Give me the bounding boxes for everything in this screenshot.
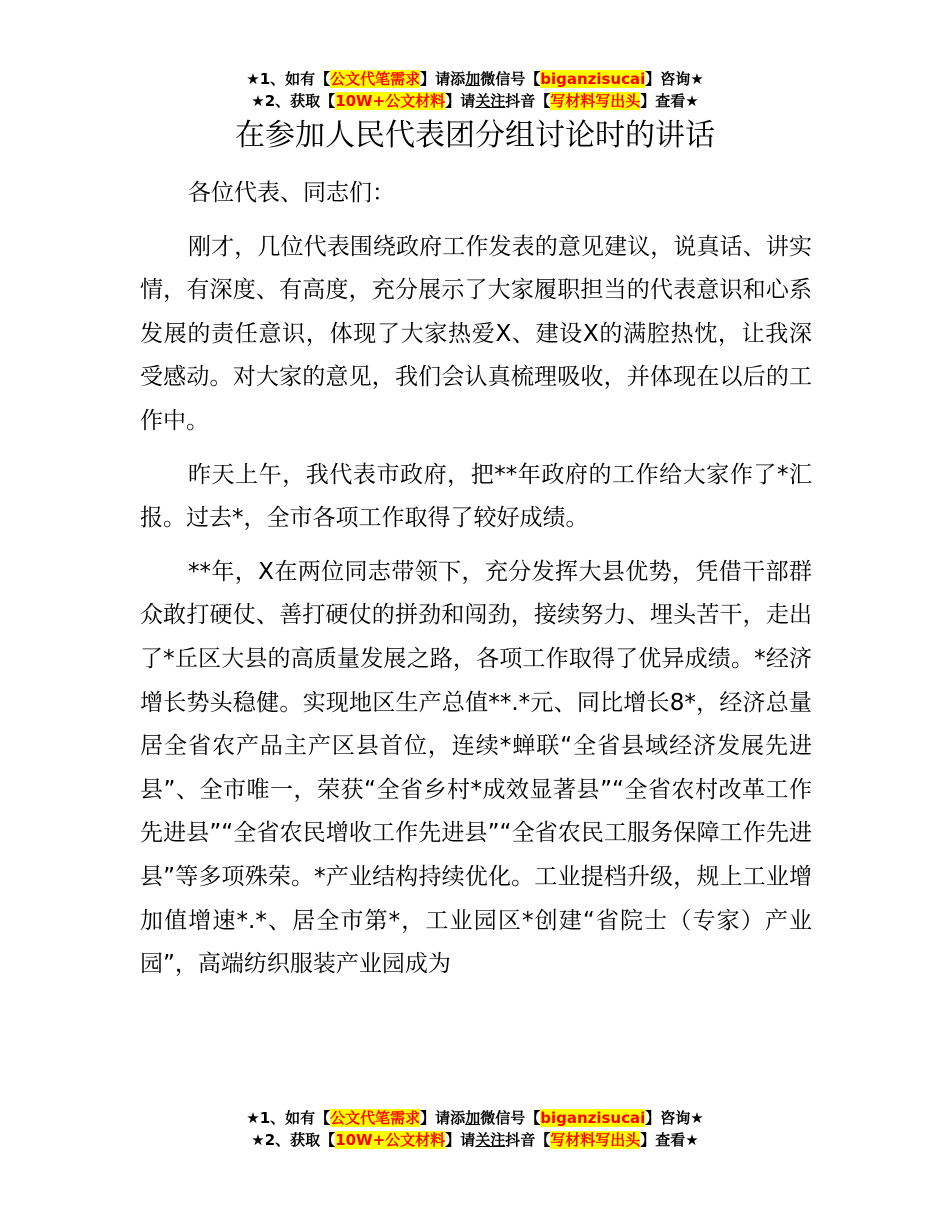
banner-highlight: biganzisucai — [540, 1109, 646, 1127]
document-body — [140, 172, 812, 997]
banner-underlined-text: 加 — [465, 70, 481, 88]
footer-banner — [0, 1107, 950, 1151]
paragraph: 昨天上午，我代表市政府，把**年政府的工作给大家作了*汇报。过去*，全市各项工作取得了较好成绩。 — [140, 461, 812, 532]
banner-text: 】请添 — [420, 70, 466, 88]
banner-highlight: 公文代笔需求 — [330, 70, 421, 88]
banner-text: ★1、如有【 — [246, 70, 331, 88]
banner-line-2 — [0, 1129, 950, 1151]
banner-text: 微信号【 — [480, 70, 541, 88]
banner-highlight: 写材料写出头 — [550, 92, 641, 110]
banner-text: 微信号【 — [480, 1109, 541, 1127]
banner-underlined-text: 关注 — [475, 92, 506, 110]
banner-text: 】查看★ — [640, 92, 699, 110]
banner-text: 抖音【 — [505, 92, 551, 110]
banner-text: 】查看★ — [640, 1131, 699, 1149]
banner-highlight: 写材料写出头 — [550, 1131, 641, 1149]
banner-highlight: 公文代笔需求 — [330, 1109, 421, 1127]
banner-line-1 — [0, 1107, 950, 1129]
banner-text: 】咨询★ — [645, 1109, 704, 1127]
banner-highlight: 10W+公文材料 — [335, 92, 446, 110]
document-title: 在参加人民代表团分组讨论时的讲话 — [235, 118, 715, 153]
banner-text: 】请添 — [420, 1109, 466, 1127]
paragraph: 刚才，几位代表围绕政府工作发表的意见建议，说真话、讲实情，有深度、有高度，充分展示了大家履职担当的代表意识和心系发展的责任意识，体现了大家热爱X、建设X的满腔热忱，让我深受感动。对大家的意见，我们会认真梳理吸收，并体现在以后的工作中。 — [140, 233, 812, 434]
banner-highlight: biganzisucai — [540, 70, 646, 88]
banner-text: 抖音【 — [505, 1131, 551, 1149]
banner-highlight: 10W+公文材料 — [335, 1131, 446, 1149]
banner-text: 】请 — [445, 1131, 476, 1149]
paragraph: **年，X在两位同志带领下，充分发挥大县优势，凭借干部群众敢打硬仗、善打硬仗的拼劲和闯劲，接续努力、埋头苦干，走出了*丘区大县的高质量发展之路，各项工作取得了优异成绩。*经济增长势头稳健。实现地区生产总值**.*元、同比增长8*，经济总量居全省农产品主产区县首位，连续*蝉联“全省县域经济发展先进县”、全市唯一，荣获“全省乡村*成效显著县”“全省农村改革工作先进县”“全省农民增收工作先进县”“全省农民工服务保障工作先进县”等多项殊荣。*产业结构持续优化。工业提档升级，规上工业增加值增速*.*、居全市第*，工业园区*创建“省院士（专家）产业园”，高端纺织服装产业园成为 — [140, 558, 813, 978]
banner-text: 】咨询★ — [645, 70, 704, 88]
banner-underlined-text: 关注 — [475, 1131, 506, 1149]
banner-line-2 — [0, 90, 950, 112]
greeting: 各位代表、同志们： — [188, 180, 395, 206]
banner-text: 】请 — [445, 92, 476, 110]
banner-text: ★1、如有【 — [246, 1109, 331, 1127]
banner-text: ★2、获取【 — [251, 1131, 336, 1149]
banner-underlined-text: 加 — [465, 1109, 481, 1127]
banner-text: ★2、获取【 — [251, 92, 336, 110]
banner-line-1 — [0, 68, 950, 90]
header-banner — [0, 68, 950, 112]
